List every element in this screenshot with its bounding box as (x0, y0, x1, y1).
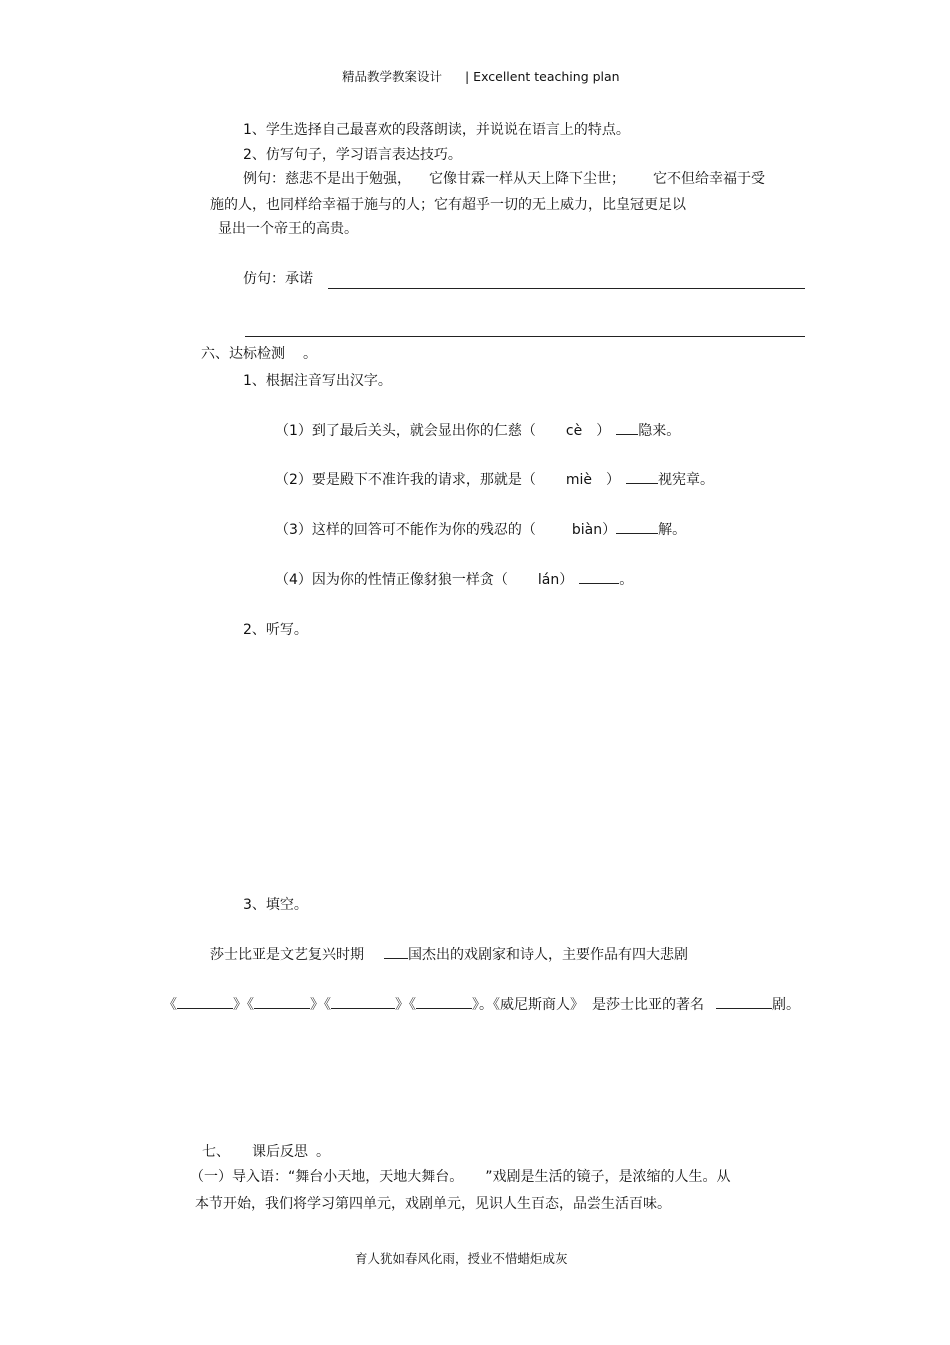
example-part-b: 它像甘霖一样从天上降下尘世； (429, 171, 625, 187)
section-six-title-end: 。 (303, 346, 317, 362)
bracket-sep: 》《 (310, 997, 331, 1013)
q1-item-end: 隐来。 (638, 423, 681, 439)
answer-blank[interactable] (579, 569, 619, 584)
q1-pinyin: miè (565, 472, 593, 488)
example-part-c: 它不但给幸福于受 (653, 171, 765, 187)
footer-motto: 育人犹如春风化雨，授业不惜蜡炬成灰 (355, 1251, 568, 1266)
answer-blank[interactable] (616, 420, 638, 435)
answer-blank[interactable] (716, 994, 772, 1009)
answer-blank[interactable] (177, 994, 233, 1009)
section-six-title (201, 345, 317, 363)
section-seven-title-end: 。 (316, 1144, 330, 1160)
q1-item-3 (275, 519, 686, 539)
q1-item-end: 解。 (658, 522, 687, 538)
item-imitate-sentence: 2、仿写句子，学习语言表达技巧。 (243, 147, 462, 163)
intro-line-2: 本节开始，我们将学习第四单元，戏剧单元，见识人生百态，品尝生活百味。 (195, 1196, 671, 1212)
q3-line-2 (163, 994, 800, 1014)
q3-title: 3、填空。 (243, 897, 308, 913)
q1-item-end: 视宪章。 (658, 472, 715, 488)
q1-close: ） (602, 522, 617, 538)
q3-line1-a: 莎士比亚是文艺复兴时期 (210, 947, 364, 963)
q1-close: ） (606, 472, 621, 488)
q1-item-4 (275, 569, 633, 589)
imitate-answer-line-2[interactable] (245, 336, 805, 337)
answer-blank[interactable] (616, 519, 658, 534)
bracket-sep: 》《 (233, 997, 254, 1013)
header-title-en: | Excellent teaching plan (465, 69, 620, 84)
q2-title: 2、听写。 (243, 622, 308, 638)
intro-part-a: （一）导入语：“舞台小天地，天地大舞台。 (190, 1169, 464, 1185)
example-sentence-line1 (243, 170, 765, 188)
example-sentence-line3: 显出一个帝王的高贵。 (218, 221, 358, 237)
intro-line-1 (190, 1168, 731, 1186)
q1-item-end: 。 (619, 572, 634, 588)
item-read-aloud: 1、学生选择自己最喜欢的段落朗读，并说说在语言上的特点。 (243, 122, 630, 138)
bracket-sep: 》《 (395, 997, 416, 1013)
section-seven-number: 七、 (202, 1144, 230, 1160)
answer-blank[interactable] (384, 944, 408, 959)
q1-pinyin: lán (537, 572, 560, 588)
q1-item-text: （3）这样的回答可不能作为你的残忍的（ (275, 522, 536, 538)
section-seven-title-text: 课后反思 (252, 1144, 308, 1160)
bracket-close-b: 是莎士比亚的著名 (592, 997, 704, 1013)
q1-title: 1、根据注音写出汉字。 (243, 373, 392, 389)
imitate-answer-line-1[interactable] (328, 288, 805, 289)
q1-close: ） (559, 572, 574, 588)
bracket-close-a: 》。《威尼斯商人》 (472, 997, 584, 1013)
header-title-cn: 精品教学教案设计 (342, 69, 443, 84)
intro-part-b: ”戏剧是生活的镜子，是浓缩的人生。从 (485, 1169, 731, 1185)
q3-line2-end: 剧。 (772, 997, 800, 1013)
example-sentence-line2: 施的人，也同样给幸福于施与的人；它有超乎一切的无上威力，比皇冠更足以 (210, 197, 686, 213)
answer-blank[interactable] (254, 994, 310, 1009)
example-part-a: 慈悲不是出于勉强， (285, 171, 411, 187)
q1-item-text: （4）因为你的性情正像豺狼一样贪（ (275, 572, 508, 588)
q3-line1-b: 国杰出的戏剧家和诗人，主要作品有四大悲剧 (408, 947, 688, 963)
example-label: 例句： (243, 171, 285, 187)
answer-blank[interactable] (331, 994, 395, 1009)
section-seven-title (202, 1143, 330, 1161)
bracket-open: 《 (163, 997, 177, 1013)
section-six-title-text: 六、达标检测 (201, 346, 285, 362)
imitate-label: 仿句：承诺 (243, 271, 313, 287)
q1-item-text: （2）要是殿下不准许我的请求，那就是（ (275, 472, 536, 488)
q1-pinyin: cè (565, 423, 583, 439)
answer-blank[interactable] (416, 994, 472, 1009)
q1-pinyin: biàn (571, 522, 603, 538)
q1-item-2 (275, 469, 714, 489)
q1-item-text: （1）到了最后关头，就会显出你的仁慈（ (275, 423, 536, 439)
q3-line-1 (210, 944, 688, 964)
answer-blank[interactable] (626, 469, 658, 484)
q1-close: ） (596, 423, 611, 439)
q1-item-1 (275, 420, 680, 440)
